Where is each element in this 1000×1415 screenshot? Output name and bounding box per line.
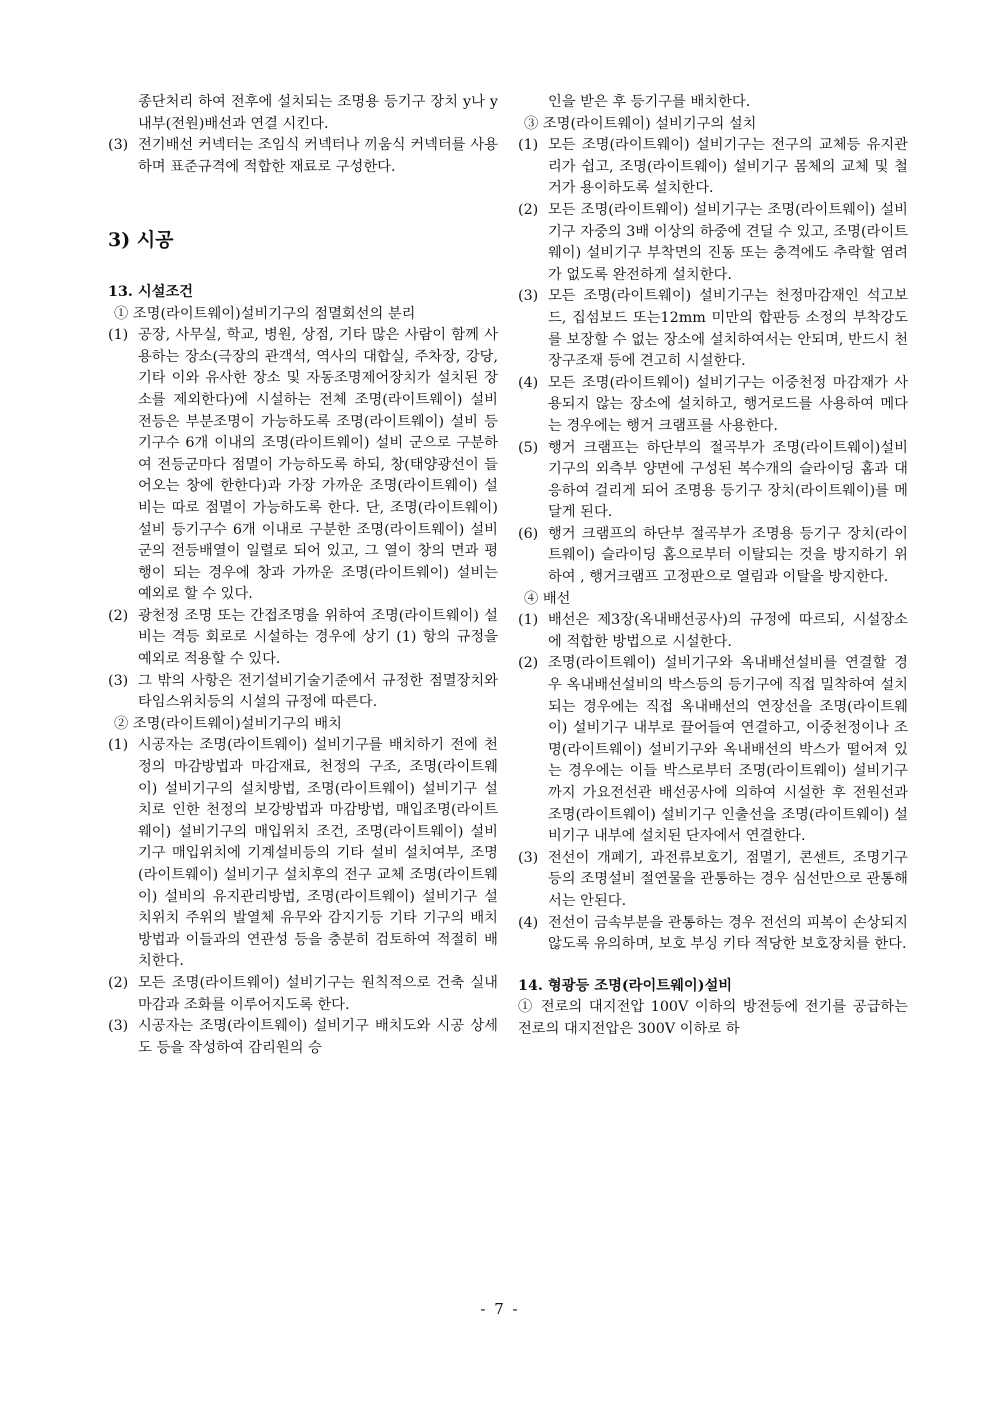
item-text: 행거 크램프는 하단부의 절곡부가 조명(라이트웨이)설비 기구의 외측부 양면에 구성된 복수개의 슬라이딩 홈과 대응하여 걸리게 되어 조명용 등기구 장치(라이트웨이)를 메달게 된다. [548, 439, 908, 521]
item-number: (2) [108, 607, 129, 624]
item-number: (1) [518, 612, 539, 629]
list-item [518, 524, 908, 589]
item-text: 전선이 금속부분을 관통하는 경우 전선의 피복이 손상되지 않도록 유의하며, 보호 부싱 키타 적당한 보호장치를 한다. [548, 914, 908, 953]
heading-13: 13. 시설조건 [108, 283, 194, 300]
item-number: (2) [108, 974, 129, 991]
item-number: (1) [108, 737, 129, 754]
item-number: (2) [518, 655, 539, 672]
item-text: 모든 조명(라이트웨이) 설비기구는 이중천정 마감재가 사용되지 않는 장소에 설치하고, 행거로드를 사용하여 메다는 경우에는 행거 크램프를 사용한다. [548, 374, 908, 434]
right-column [518, 92, 908, 1041]
list-item [518, 848, 908, 913]
list-item [108, 973, 498, 1016]
item-text: 조명(라이트웨이) 설비기구와 옥내배선설비를 연결할 경우 옥내배선설비의 박스등의 등기구에 직접 밀착하여 설치되는 경우에는 직접 옥내배선의 연장선을 조명(라이트웨이) 설비기구 내부로 끌어들여 연결하고, 이중천정이나 조명(라이트웨이) 설비기구와 옥내배선의 박스가 떨어져 있는 경우에는 이들 박스로부터 조명(라이트웨이) 설비기구까지 가요전선관 배선공사에 의하여 시설한 후 전원선과 조명(라이트웨이) 설비기구 인출선을 조명(라이트웨이) 설비기구 내부에 설치된 단자에서 연결한다. [548, 655, 908, 845]
page-number: - 7 - [480, 1300, 520, 1318]
subheading-4: ④ 배선 [524, 590, 571, 607]
item-text: 모든 조명(라이트웨이) 설비기구는 원칙적으로 건축 실내마감과 조화를 이루어지도록 한다. [138, 974, 498, 1013]
item-number: (3) [518, 288, 539, 305]
section-title: 3) 시공 [108, 229, 174, 252]
subheading-1: ① 조명(라이트웨이)설비기구의 점멸회선의 분리 [114, 305, 416, 322]
item-text: 광천정 조명 또는 간접조명을 위하여 조명(라이트웨이) 설비는 격등 회로로 시설하는 경우에 상기 (1) 항의 규정을 예외로 적용할 수 있다. [138, 607, 498, 668]
list-item [108, 325, 498, 606]
item-text: 그 밖의 사항은 전기설비기술기준에서 규정한 점멸장치와 타임스위치등의 시설의 규정에 따른다. [138, 672, 498, 711]
paragraph: ① 전로의 대지전압 100V 이하의 방전등에 전기를 공급하는 전로의 대지전압은 300V 이하로 하 [518, 999, 908, 1037]
item-text: 전선이 개폐기, 과전류보호기, 점멸기, 콘센트, 조명기구 등의 조명설비 절연물을 관통하는 경우 심선만으로 관통해서는 안된다. [548, 849, 908, 909]
item-text: 배선은 제3장(옥내배선공사)의 규정에 따르되, 시설장소에 적합한 방법으로 시설한다. [548, 612, 908, 650]
item-number: (3) [108, 137, 129, 154]
item-text: 공장, 사무실, 학교, 병원, 상점, 기타 많은 사람이 함께 사용하는 장소(극장의 관객석, 역사의 대합실, 주차장, 강당, 기타 이와 유사한 장소 및 자동조명제어장치가 설치된 장소를 제외한다)에 시설하는 전체 조명(라이트웨이) 설비 전등은 부분조명이 가능하도록 조명(라이트웨이) 설비 등기구수 6개 이내의 조명(라이트웨이) 설비 군으로 구분하여 전등군마다 점멸이 가능하도록 하되, 창(태양광선이 들어오는 창에 한한다)과 가장 가까운 조명(라이트웨이) 설비는 따로 점멸이 가능하도록 한다. 단, 조명(라이트웨이) 설비 등기구수 6개 이내로 구분한 조명(라이트웨이) 설비군의 전등배열이 일렬로 되어 있고, 그 열이 창의 면과 평행이 되는 경우에 창과 가까운 조명(라이트웨이) 설비는 예외로 할 수 있다. [138, 327, 498, 603]
left-column [108, 92, 498, 1059]
item-number: (4) [518, 374, 539, 391]
item-text: 시공자는 조명(라이트웨이) 설비기구 배치도와 시공 상세도 등을 작성하여 감리원의 승 [138, 1018, 498, 1056]
item-text: 모든 조명(라이트웨이) 설비기구는 전구의 교체등 유지관리가 쉽고, 조명(라이트웨이) 설비기구 몸체의 교체 및 철거가 용이하도록 설치한다. [548, 137, 908, 197]
list-item [518, 286, 908, 372]
list-item [108, 606, 498, 671]
item-number: (1) [518, 137, 539, 154]
list-item [518, 135, 908, 200]
item-text: 전기배선 커넥터는 조임식 커넥터나 끼움식 커넥터를 사용하며 표준규격에 적합한 재료로 구성한다. [138, 137, 498, 175]
item-text: 시공자는 조명(라이트웨이) 설비기구를 배치하기 전에 천정의 마감방법과 마감재료, 천정의 구조, 조명(라이트웨이) 설비기구의 설치방법, 조명(라이트웨이) 설비기구 설치로 인한 천정의 보강방법과 마감방법, 매입조명(라이트웨이) 설비기구의 매입위치 조건, 조명(라이트웨이) 설비기구 매입위치에 기계설비등의 기타 설비 설치여부, 조명(라이트웨이) 설비기구 설치후의 전구 교체 조명(라이트웨이) 설비의 유지관리방법, 조명(라이트웨이) 설비기구 설치위치 주위의 발열체 유무와 감지기등 기타 기구의 배치방법과 이들과의 연관성 등을 충분히 검토하여 적절히 배치한다. [138, 737, 498, 970]
list-item [518, 653, 908, 847]
paragraph-continuation: 인을 받은 후 등기구를 배치한다. [548, 94, 751, 110]
list-item [108, 1016, 498, 1059]
list-item [108, 671, 498, 714]
item-number: (4) [518, 914, 539, 931]
item-number: (3) [518, 849, 539, 866]
list-item [518, 373, 908, 438]
item-text: 모든 조명(라이트웨이) 설비기구는 조명(라이트웨이) 설비기구 자중의 3배 이상의 하중에 견딜 수 있고, 조명(라이트웨이) 설비기구 부착면의 진동 또는 충격에도 추락할 염려가 없도록 완전하게 설치한다. [548, 201, 908, 283]
item-text: 행거 크램프의 하단부 절곡부가 조명용 등기구 장치(라이트웨이) 슬라이딩 홈으로부터 이탈되는 것을 방지하기 위하여 , 행거크램프 고정판으로 열림과 이탈을 방지한다. [548, 525, 908, 586]
list-item [518, 610, 908, 653]
paragraph-continuation: 종단처리 하여 전후에 설치되는 조명용 등기구 장치 y나 y내부(전원)배선과 연결 시킨다. [138, 94, 498, 132]
list-item [108, 735, 498, 973]
item-text: 모든 조명(라이트웨이) 설비기구는 천정마감재인 석고보드, 집섬보드 또는12mm 미만의 합판등 소정의 부착강도를 보장할 수 없는 장소에 설치하여서는 안되며, 반드시 천장구조재 등에 견고히 시설한다. [548, 288, 908, 370]
list-item [108, 135, 498, 178]
spacer [518, 956, 908, 976]
item-number: (3) [108, 672, 129, 689]
item-number: (3) [108, 1018, 129, 1035]
list-item [518, 438, 908, 524]
item-number: (2) [518, 201, 539, 218]
subheading-3: ③ 조명(라이트웨이) 설비기구의 설치 [524, 115, 757, 132]
heading-14: 14. 형광등 조명(라이트웨이)설비 [518, 977, 733, 994]
item-number: (5) [518, 439, 539, 456]
list-item [518, 913, 908, 956]
item-number: (1) [108, 327, 129, 344]
item-number: (6) [518, 525, 539, 542]
list-item [518, 200, 908, 286]
subheading-2: ② 조명(라이트웨이)설비기구의 배치 [114, 715, 342, 732]
